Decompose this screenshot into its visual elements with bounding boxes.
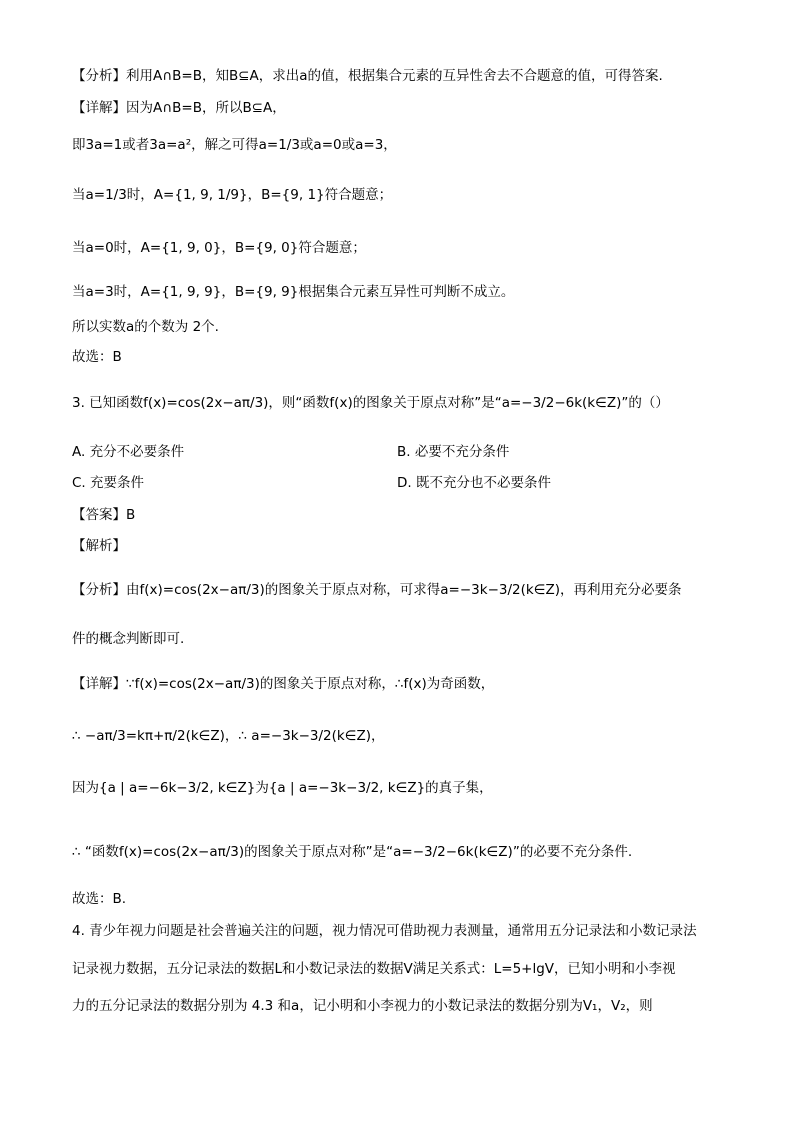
analysis-label-3: 【解析】 — [72, 538, 126, 554]
question-4-line-1: 4. 青少年视力问题是社会普遍关注的问题，视力情况可借助视力表测量，通常用五分记录法和小数记录法 — [72, 923, 697, 939]
option-d: D. 既不充分也不必要条件 — [397, 475, 551, 491]
line-answer-2: 故选：B — [72, 349, 122, 365]
question-4-line-2: 记录视力数据，五分记录法的数据L和小数记录法的数据V满足关系式：L=5+lgV，已知小明和小李视 — [72, 961, 676, 977]
answer-label-3: 【答案】B — [72, 507, 136, 523]
line-detail-2: 【详解】因为A∩B=B，所以B⊆A， — [72, 100, 286, 116]
line-solve-a: 即3a=1或者3a=a²，解之可得a=1/3或a=0或a=3， — [72, 137, 397, 153]
line-conclusion: 所以实数a的个数为 2个. — [72, 319, 219, 335]
line-case-1: 当a=1/3时，A={1, 9, 1/9}，B={9, 1}符合题意； — [72, 187, 393, 203]
option-a: A. 充分不必要条件 — [72, 444, 185, 460]
line-analysis-2: 【分析】利用A∩B=B，知B⊆A，求出a的值，根据集合元素的互异性舍去不合题意的值，可得答案. — [72, 68, 663, 84]
question-3: 3. 已知函数f(x)=cos(2x−aπ/3)，则“函数f(x)的图象关于原点对称”是“a=−3/2−6k(k∈Z)”的（） — [72, 395, 669, 411]
line-case-2: 当a=0时，A={1, 9, 0}，B={9, 0}符合题意； — [72, 240, 366, 256]
question-4-line-3: 力的五分记录法的数据分别为 4.3 和a，记小明和小李视力的小数记录法的数据分别为V₁，V₂，则 — [72, 998, 653, 1014]
option-c: C. 充要条件 — [72, 475, 145, 491]
line-subset-3: 因为{a | a=−6k−3/2, k∈Z}为{a | a=−3k−3/2, k∈Z}的真子集， — [72, 780, 493, 796]
line-answer-3: 故选：B. — [72, 891, 127, 907]
option-b: B. 必要不充分条件 — [397, 444, 510, 460]
line-detail-3: 【详解】∵f(x)=cos(2x−aπ/3)的图象关于原点对称，∴f(x)为奇函数， — [72, 676, 495, 692]
line-case-3: 当a=3时，A={1, 9, 9}，B={9, 9}根据集合元素互异性可判断不成立。 — [72, 284, 515, 300]
line-derive-3: ∴ −aπ/3=kπ+π/2(k∈Z)，∴ a=−3k−3/2(k∈Z)， — [72, 728, 385, 744]
line-analysis-3: 【分析】由f(x)=cos(2x−aπ/3)的图象关于原点对称，可求得a=−3k−3/2(k∈Z)，再利用充分必要条 — [72, 582, 682, 598]
line-analysis-3b: 件的概念判断即可. — [72, 631, 185, 647]
line-conclusion-3: ∴ “函数f(x)=cos(2x−aπ/3)的图象关于原点对称”是“a=−3/2−6k(k∈Z)”的必要不充分条件. — [72, 844, 633, 860]
